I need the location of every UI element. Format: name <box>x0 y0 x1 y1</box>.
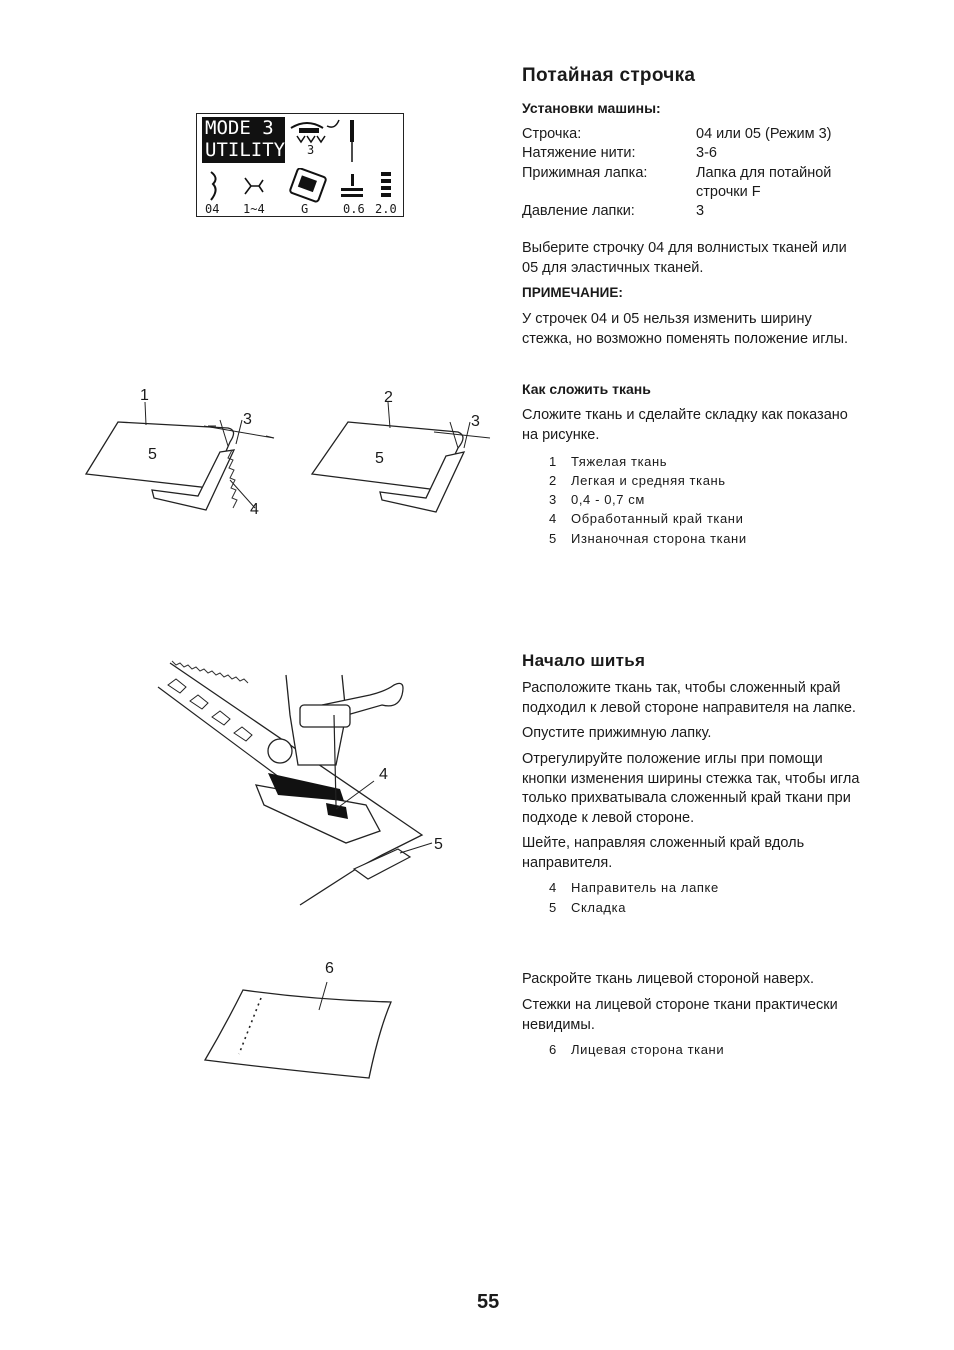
page-number: 55 <box>477 1291 500 1313</box>
lcd-display <box>196 113 404 217</box>
fig-label: 6 <box>325 960 334 977</box>
fig-label: 2 <box>384 389 393 406</box>
fig-label: 5 <box>434 836 443 853</box>
stitch-settings-icons <box>205 168 395 204</box>
legend-item: 3 0,4 - 0,7 см <box>549 492 645 507</box>
legend-item: 1 Тяжелая ткань <box>549 454 668 469</box>
legend-item: 4 Обработанный край ткани <box>549 511 744 526</box>
page-title: Потайная строчка <box>522 65 696 86</box>
settings-value: 04 или 05 (Режим 3) <box>696 126 832 142</box>
sewing-p4: Шейте, направляя сложенный край вдоль направителя. <box>522 835 805 871</box>
settings-value: 3 <box>696 203 705 219</box>
intro-text: Выберите строчку 04 для волнистых тканей или 05 для эластичных тканей. <box>522 240 847 276</box>
sewing-p3: Отрегулируйте положение иглы при помощи кнопки изменения ширины стежка так, чтобы игла только прихватывала сложенный край ткани при подходе к левой стороне. <box>522 751 860 826</box>
fig-label: 3 <box>471 413 480 430</box>
fig-label: 5 <box>375 450 384 467</box>
fabric-right-side-figure <box>195 970 405 1090</box>
finish-p1: Раскройте ткань лицевой стороной наверх. <box>522 971 815 987</box>
sewing-p1: Расположите ткань так, чтобы сложенный край подходил к левой стороне направителя на лапке. <box>522 680 856 716</box>
needle-icon <box>345 118 359 164</box>
finish-p2: Стежки на лицевой стороне ткани практически невидимы. <box>522 997 838 1033</box>
settings-value: Лапка для потайной <box>696 165 832 181</box>
presser-foot-figure <box>150 655 450 915</box>
settings-label: Давление лапки: <box>522 203 635 219</box>
lcd-value-foot: G <box>301 202 309 216</box>
fold-figure-light <box>300 380 500 530</box>
legend-item: 6 Лицевая сторона ткани <box>549 1042 725 1057</box>
lcd-value-width: 1~4 <box>243 202 265 216</box>
settings-value: строчки F <box>696 184 761 200</box>
fig-label: 3 <box>243 411 252 428</box>
fig-label: 5 <box>148 446 157 463</box>
fig-label: 4 <box>379 766 388 783</box>
lcd-mode: MODE 3 <box>205 117 274 139</box>
lcd-utility: UTILITY <box>205 139 286 161</box>
sewing-heading: Начало шитья <box>522 651 646 670</box>
settings-label: Строчка: <box>522 126 582 142</box>
fold-heading: Как сложить ткань <box>522 381 651 397</box>
legend-item: 4 Направитель на лапке <box>549 880 719 895</box>
lcd-value-stitch: 04 <box>205 202 220 216</box>
fig-label: 4 <box>250 501 259 518</box>
legend-item: 2 Легкая и средняя ткань <box>549 473 726 488</box>
note-heading: ПРИМЕЧАНИЕ: <box>522 285 623 300</box>
settings-value: 3-6 <box>696 145 717 161</box>
lcd-value-length: 0.6 <box>343 202 365 216</box>
legend-item: 5 Складка <box>549 900 627 915</box>
settings-heading: Установки машины: <box>522 100 661 116</box>
fold-text: Сложите ткань и сделайте складку как показано на рисунке. <box>522 407 848 443</box>
note-text: У строчек 04 и 05 нельзя изменить ширину стежка, но возможно поменять положение иглы. <box>522 311 849 347</box>
fig-label: 1 <box>140 387 149 404</box>
lcd-mode-box <box>202 117 285 163</box>
sewing-p2: Опустите прижимную лапку. <box>522 725 712 741</box>
lcd-tension-number: 3 <box>307 143 315 157</box>
settings-label: Прижимная лапка: <box>522 165 648 181</box>
settings-label: Натяжение нити: <box>522 145 636 161</box>
legend-item: 5 Изнаночная сторона ткани <box>549 531 747 546</box>
lcd-value-pressure: 2.0 <box>375 202 397 216</box>
